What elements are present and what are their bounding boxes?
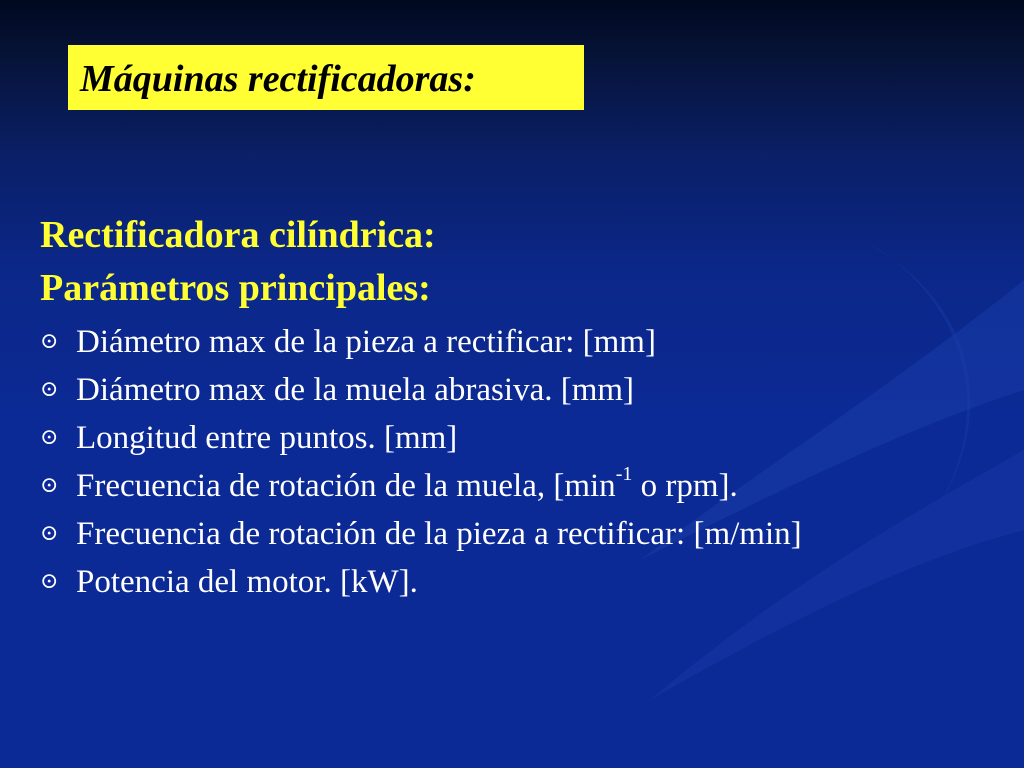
list-item [40,370,802,418]
list-item-text: Diámetro max de la pieza a rectificar: [mm] [76,324,656,360]
title-box [68,45,584,110]
list-item [40,514,802,562]
list-item [40,418,802,466]
list-item [40,322,802,370]
list-item-text: Diámetro max de la muela abrasiva. [mm] [76,372,635,408]
list-item-text: Frecuencia de rotación de la pieza a rectificar: [m/min] [76,516,802,552]
list-item-text-pre: Frecuencia de rotación de la muela, [min [76,468,616,504]
list-item-text-post: o rpm]. [632,468,738,504]
list-item [40,463,802,514]
list-item [40,562,802,610]
bullet-icon: ⊙ [40,328,59,353]
bullet-icon: ⊙ [40,424,59,449]
bullet-icon: ⊙ [40,568,59,593]
list-item-text: Potencia del motor. [kW]. [76,564,418,600]
exponent: -1 [615,463,633,485]
section-heading-main-parameters: Parámetros principales: [40,267,431,309]
bullet-icon: ⊙ [40,376,59,401]
slide-title: Máquinas rectificadoras: [80,58,476,100]
list-item-text [76,463,738,506]
bullet-icon: ⊙ [40,520,59,545]
section-heading-cylindrical-grinder: Rectificadora cilíndrica: [40,214,436,256]
bullet-icon: ⊙ [40,472,59,497]
list-item-text: Longitud entre puntos. [mm] [76,420,458,456]
parameters-list [40,322,802,610]
